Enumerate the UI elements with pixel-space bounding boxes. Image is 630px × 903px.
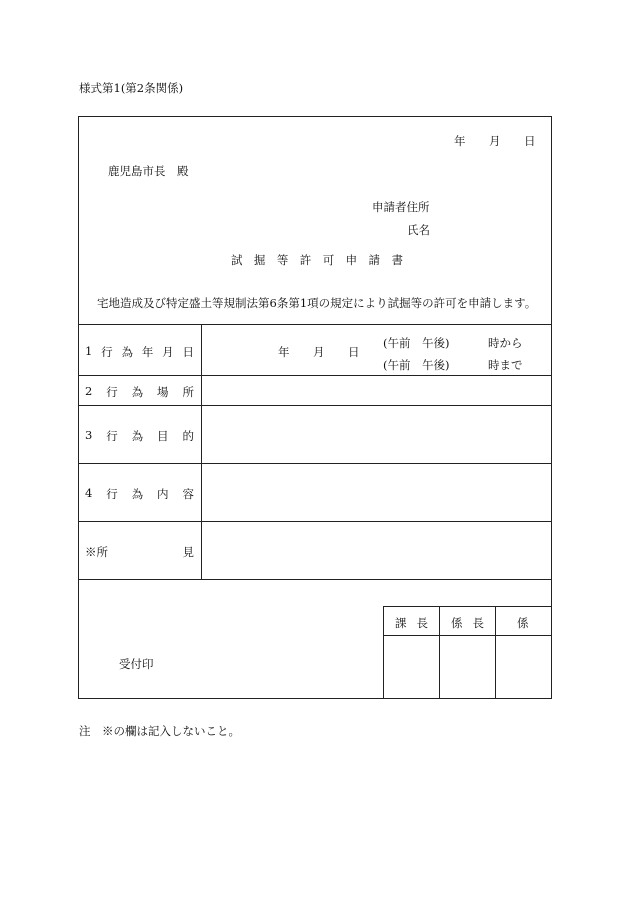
divider: [78, 463, 552, 464]
from-ampm: (午前 午後): [383, 336, 450, 350]
document-title: [231, 252, 403, 268]
row-label-place: 2 行 為 場 所: [85, 384, 194, 399]
approver-section-chief: 課 長: [395, 616, 428, 630]
approval-col-divider: [439, 606, 440, 699]
title-char: 書: [391, 253, 403, 267]
approval-header-divider: [383, 635, 552, 636]
approval-box-left: [383, 606, 384, 699]
divider: [78, 405, 552, 406]
form-number: 様式第1(第2条関係): [79, 81, 184, 95]
approval-box-top: [383, 606, 552, 607]
title-char: 掘: [253, 253, 266, 267]
divider: [78, 521, 552, 522]
divider: [78, 324, 552, 325]
row-label-content: 4 行 為 内 容: [85, 486, 194, 501]
from-suffix: 時から: [488, 336, 523, 350]
approval-col-divider: [495, 606, 496, 699]
applicant-name-label: 氏名: [407, 223, 430, 237]
row-label-purpose: 3 行 為 目 的: [85, 428, 194, 443]
act-date-day: 日: [348, 345, 360, 359]
title-char: 請: [368, 253, 381, 267]
title-char: 申: [345, 253, 358, 267]
title-char: 可: [322, 253, 335, 267]
date-year: 年: [454, 134, 466, 148]
act-date-year: 年: [278, 345, 290, 359]
to-suffix: 時まで: [488, 358, 523, 372]
title-char: 許: [299, 253, 312, 267]
date-day: 日: [524, 134, 536, 148]
column-divider: [201, 324, 202, 579]
addressee: 鹿児島市長 殿: [108, 164, 189, 178]
divider: [78, 579, 552, 580]
applicant-address-label: 申請者住所: [372, 200, 430, 214]
row-label-opinion: ※所 見: [85, 545, 194, 559]
approver-staff: 係: [517, 616, 529, 630]
date-month: 月: [489, 134, 501, 148]
act-date-month: 月: [313, 345, 325, 359]
application-statement: 宅地造成及び特定盛土等規制法第6条第1項の規定により試掘等の許可を申請します。: [97, 296, 537, 310]
approver-subsection-chief: 係 長: [451, 616, 484, 630]
divider: [78, 375, 552, 376]
title-char: 試: [231, 253, 243, 267]
footnote: 注 ※の欄は記入しないこと。: [79, 724, 240, 738]
to-ampm: (午前 午後): [383, 358, 450, 372]
application-form: [78, 116, 552, 699]
reception-stamp-label: 受付印: [119, 657, 154, 671]
title-char: 等: [276, 253, 289, 267]
row-label-date: 1 行 為 年 月 日: [85, 344, 194, 359]
